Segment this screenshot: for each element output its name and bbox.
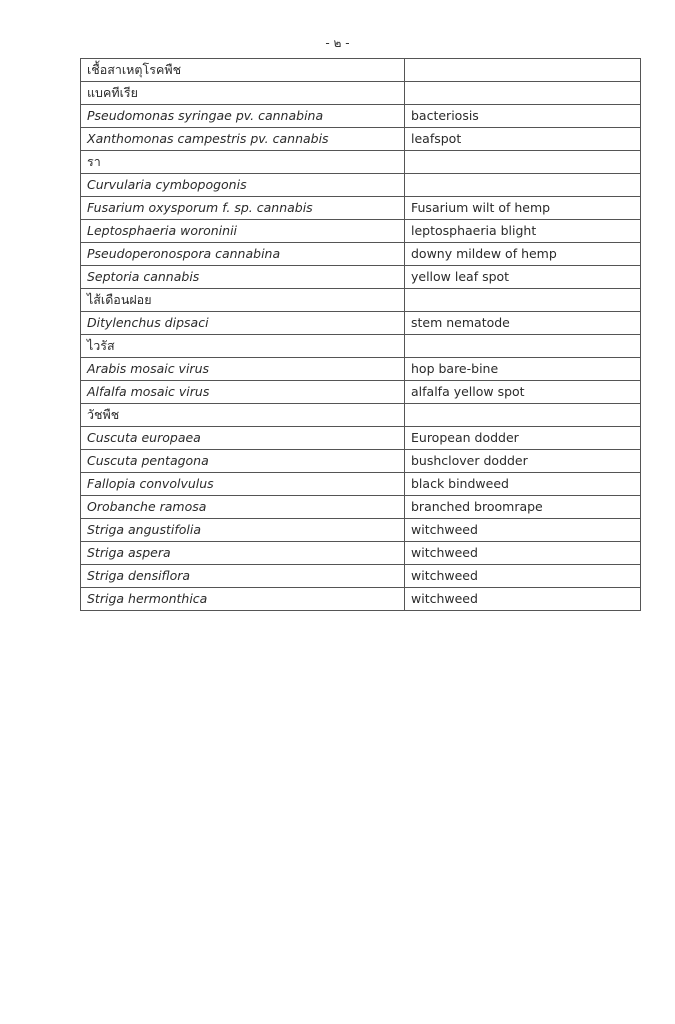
table-row	[81, 128, 641, 151]
table-body	[81, 59, 641, 611]
common-name-cell: bacteriosis	[405, 105, 641, 128]
table-row	[81, 473, 641, 496]
group-row	[81, 404, 641, 427]
table-row	[81, 243, 641, 266]
common-name-cell: hop bare-bine	[405, 358, 641, 381]
group-label-cell: วัชพืช	[81, 404, 405, 427]
group-label-cell: แบคทีเรีย	[81, 82, 405, 105]
scientific-name-cell: Striga angustifolia	[81, 519, 405, 542]
scientific-name-cell: Ditylenchus dipsaci	[81, 312, 405, 335]
scientific-name-cell: Striga densiflora	[81, 565, 405, 588]
common-name-cell	[405, 82, 641, 105]
page-number: - ๒ -	[325, 36, 350, 50]
table-row	[81, 105, 641, 128]
table-row	[81, 496, 641, 519]
scientific-name-cell: Pseudoperonospora cannabina	[81, 243, 405, 266]
common-name-cell: witchweed	[405, 519, 641, 542]
table-row	[81, 519, 641, 542]
scientific-name-cell: Alfalfa mosaic virus	[81, 381, 405, 404]
common-name-cell: European dodder	[405, 427, 641, 450]
scientific-name-cell: Curvularia cymbopogonis	[81, 174, 405, 197]
table-row	[81, 381, 641, 404]
common-name-cell: branched broomrape	[405, 496, 641, 519]
scientific-name-cell: Xanthomonas campestris pv. cannabis	[81, 128, 405, 151]
common-name-cell	[405, 404, 641, 427]
table-row	[81, 565, 641, 588]
common-name-cell: black bindweed	[405, 473, 641, 496]
table-header-row	[81, 59, 641, 82]
scientific-name-cell: Striga aspera	[81, 542, 405, 565]
common-name-cell	[405, 59, 641, 82]
table-row	[81, 427, 641, 450]
table-row	[81, 266, 641, 289]
common-name-cell: bushclover dodder	[405, 450, 641, 473]
common-name-cell	[405, 151, 641, 174]
group-label-cell: ไส้เดือนฝอย	[81, 289, 405, 312]
scientific-name-cell: Pseudomonas syringae pv. cannabina	[81, 105, 405, 128]
scientific-name-cell: Orobanche ramosa	[81, 496, 405, 519]
scientific-name-cell: Arabis mosaic virus	[81, 358, 405, 381]
plant-pathogen-table	[80, 58, 641, 611]
table-row	[81, 542, 641, 565]
scientific-name-cell: Septoria cannabis	[81, 266, 405, 289]
table-row	[81, 450, 641, 473]
common-name-cell	[405, 289, 641, 312]
common-name-cell: witchweed	[405, 588, 641, 611]
table-row	[81, 312, 641, 335]
common-name-cell: Fusarium wilt of hemp	[405, 197, 641, 220]
common-name-cell	[405, 335, 641, 358]
table-row	[81, 197, 641, 220]
scientific-name-cell: Cuscuta pentagona	[81, 450, 405, 473]
table-row	[81, 174, 641, 197]
common-name-cell: yellow leaf spot	[405, 266, 641, 289]
common-name-cell: witchweed	[405, 565, 641, 588]
common-name-cell: stem nematode	[405, 312, 641, 335]
scientific-name-cell: Fusarium oxysporum f. sp. cannabis	[81, 197, 405, 220]
scientific-name-cell: Cuscuta europaea	[81, 427, 405, 450]
common-name-cell	[405, 174, 641, 197]
scientific-name-cell: Striga hermonthica	[81, 588, 405, 611]
group-label-cell: รา	[81, 151, 405, 174]
scientific-name-cell: Leptosphaeria woroninii	[81, 220, 405, 243]
group-row	[81, 151, 641, 174]
group-row	[81, 82, 641, 105]
group-label-cell: ไวรัส	[81, 335, 405, 358]
common-name-cell: alfalfa yellow spot	[405, 381, 641, 404]
group-row	[81, 335, 641, 358]
scientific-name-cell: Fallopia convolvulus	[81, 473, 405, 496]
common-name-cell: downy mildew of hemp	[405, 243, 641, 266]
table-row	[81, 220, 641, 243]
table-row	[81, 358, 641, 381]
group-row	[81, 289, 641, 312]
table-row	[81, 588, 641, 611]
common-name-cell: leafspot	[405, 128, 641, 151]
common-name-cell: witchweed	[405, 542, 641, 565]
section-header-cell: เชื้อสาเหตุโรคพืช	[81, 59, 405, 82]
common-name-cell: leptosphaeria blight	[405, 220, 641, 243]
